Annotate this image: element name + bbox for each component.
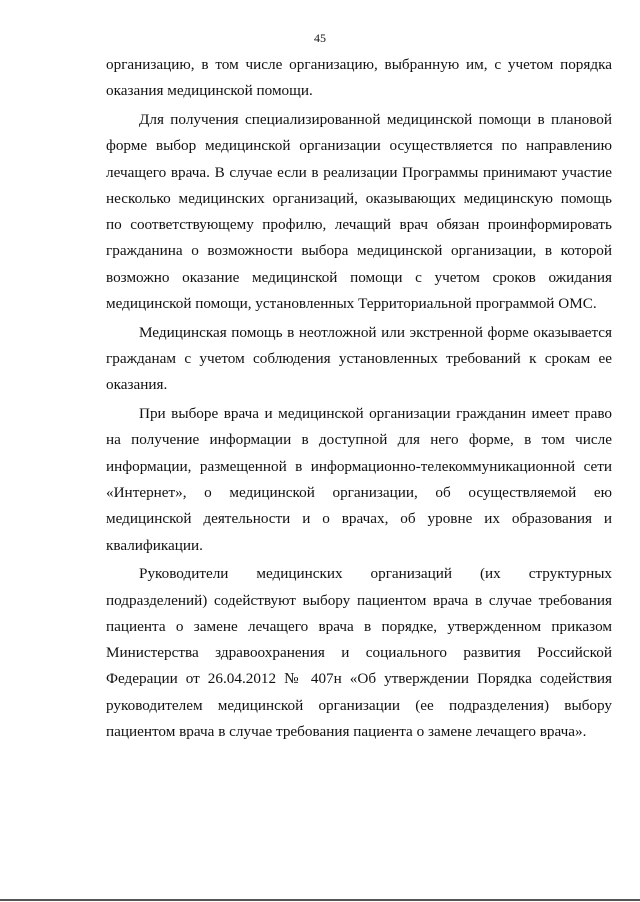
text-line: несколько медицинских организаций, оказывающих медицинскую помощь [106, 189, 612, 207]
text-line: Для получения специализированной медицинской помощи в плановой [139, 110, 612, 128]
text-line: оказания. [106, 376, 168, 394]
text-line: Медицинская помощь в неотложной или экстренной форме оказывается [139, 323, 612, 341]
text-line: При выборе врача и медицинской организации гражданин имеет право [139, 405, 612, 423]
text-line: форме выбор медицинской организации осуществляется по направлению [106, 137, 612, 155]
text-line: медицинской помощи, установленных Территориальной программой ОМС. [106, 295, 597, 313]
paragraph-3 [106, 320, 612, 399]
paragraph-2 [106, 107, 612, 317]
text-line: гражданам с учетом соблюдения установленных требований к срокам ее [106, 350, 612, 368]
page-bottom-edge [0, 899, 640, 901]
text-line: руководителем медицинской организации (ее подразделения) выбору [106, 696, 612, 714]
text-line: организацию, в том числе организацию, выбранную им, с учетом порядка [106, 56, 612, 73]
text-line: возможно оказание медицинской помощи с учетом сроков ожидания [106, 268, 612, 286]
text-line: оказания медицинской помощи. [106, 82, 313, 100]
text-line: Министерства здравоохранения и социального развития Российской [106, 644, 612, 662]
paragraph-4 [106, 401, 612, 559]
text-line: по соответствующему профилю, лечащий врач обязан проинформировать [106, 216, 612, 234]
text-line: информации, размещенной в информационно-телекоммуникационной сети [106, 457, 612, 475]
text-line: пациента о замене лечащего врача в порядке, утвержденном приказом [106, 617, 612, 635]
text-line: подразделений) содействуют выбору пациентом врача в случае требования [106, 591, 612, 609]
paragraph-5 [106, 561, 612, 745]
text-line: квалификации. [106, 536, 203, 554]
text-line: Руководители медицинских организаций (их структурных [139, 565, 612, 583]
text-line: медицинской деятельности и о врачах, об уровне их образования и [106, 510, 612, 528]
text-line: «Интернет», о медицинской организации, об осуществляемой ею [106, 483, 612, 501]
text-line: пациентом врача в случае требования пациента о замене лечащего врача». [106, 722, 587, 740]
document-body [106, 52, 612, 745]
text-line: на получение информации в доступной для него форме, в том числе [106, 431, 612, 449]
text-line: Федерации от 26.04.2012 № 407н «Об утверждении Порядка содействия [106, 670, 612, 688]
text-line: гражданина о возможности выбора медицинской организации, в которой [106, 242, 612, 260]
paragraph-1 [106, 52, 612, 105]
page-number: 45 [314, 31, 326, 45]
text-line: лечащего врача. В случае если в реализации Программы принимают участие [106, 163, 612, 181]
